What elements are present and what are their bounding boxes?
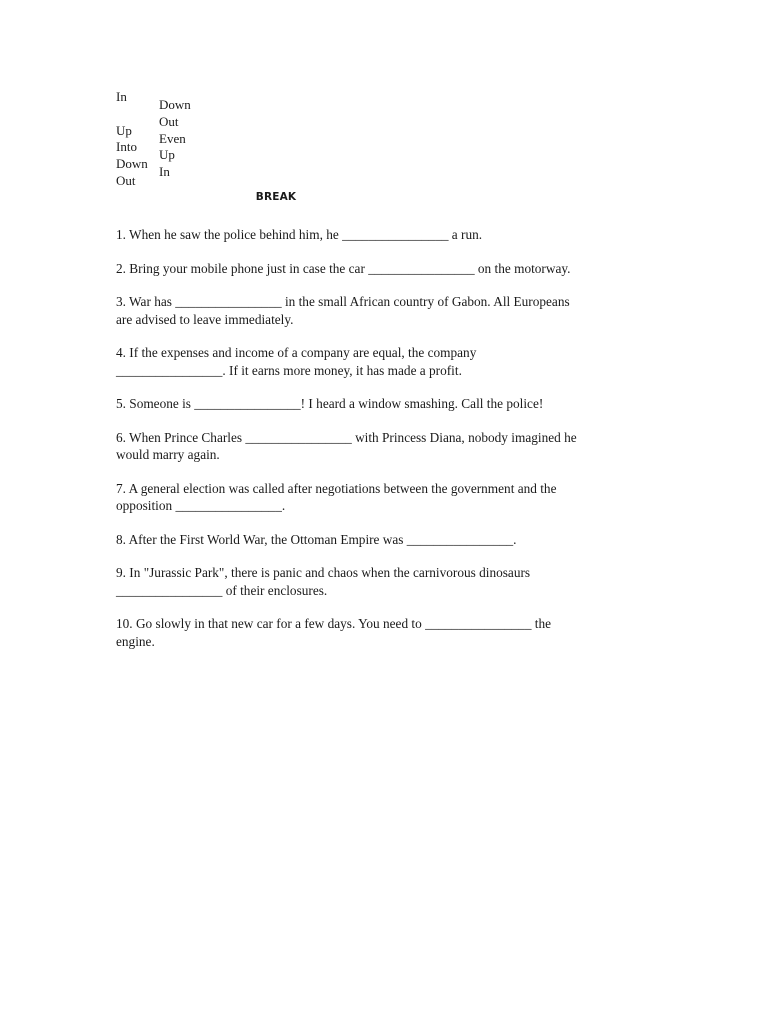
word-list-item: Out [116, 172, 136, 188]
question-text: 6. When Prince Charles ________________ with Princess Diana, nobody imagined he [116, 429, 577, 445]
word-list-item: Into [116, 139, 137, 155]
question-item [116, 226, 656, 244]
question-item [116, 344, 656, 379]
question-list [116, 226, 656, 666]
word-list-item: In [116, 89, 127, 104]
question-text-continued: engine. [116, 633, 155, 649]
worksheet-title: BREAK [255, 191, 297, 203]
question-item [116, 293, 656, 328]
word-list-left [116, 89, 148, 190]
question-item [116, 531, 656, 549]
word-list-right [159, 97, 191, 181]
question-text-continued: ________________. If it earns more money, it has made a profit. [116, 362, 462, 378]
word-list-spacer [116, 106, 148, 123]
question-text: 8. After the First World War, the Ottoman Empire was ________________. [116, 531, 517, 547]
question-text: 1. When he saw the police behind him, he ________________ a run. [116, 227, 483, 242]
word-list-item: Even [159, 130, 186, 146]
question-text: 9. In "Jurassic Park", there is panic and chaos when the carnivorous dinosaurs [116, 565, 531, 580]
question-text-continued: opposition ________________. [116, 498, 286, 513]
question-item [116, 260, 656, 278]
word-list-item: Up [116, 122, 132, 138]
question-text: 5. Someone is ________________! I heard a window smashing. Call the police! [116, 396, 544, 411]
word-list-item: Down [116, 156, 148, 172]
question-text-continued: would marry again. [116, 447, 220, 462]
question-text: 10. Go slowly in that new car for a few days. You need to ________________ the [116, 616, 552, 631]
question-text-continued: ________________ of their enclosures. [116, 582, 328, 598]
question-text: 2. Bring your mobile phone just in case the car ________________ on the motorway. [116, 260, 571, 276]
question-item [116, 395, 656, 413]
word-list-item: Down [159, 97, 191, 112]
word-list-item: Up [159, 147, 175, 163]
question-item [116, 480, 656, 515]
question-text: 7. A general election was called after negotiations between the government and the [116, 480, 557, 496]
question-text-continued: are advised to leave immediately. [116, 311, 294, 327]
word-list-item: Out [159, 113, 179, 129]
question-text: 4. If the expenses and income of a company are equal, the company [116, 345, 477, 360]
word-list-item: In [159, 164, 170, 180]
question-text: 3. War has ________________ in the small African country of Gabon. All Europeans [116, 294, 570, 309]
question-item [116, 615, 656, 650]
question-item [116, 564, 656, 599]
question-item [116, 429, 656, 464]
